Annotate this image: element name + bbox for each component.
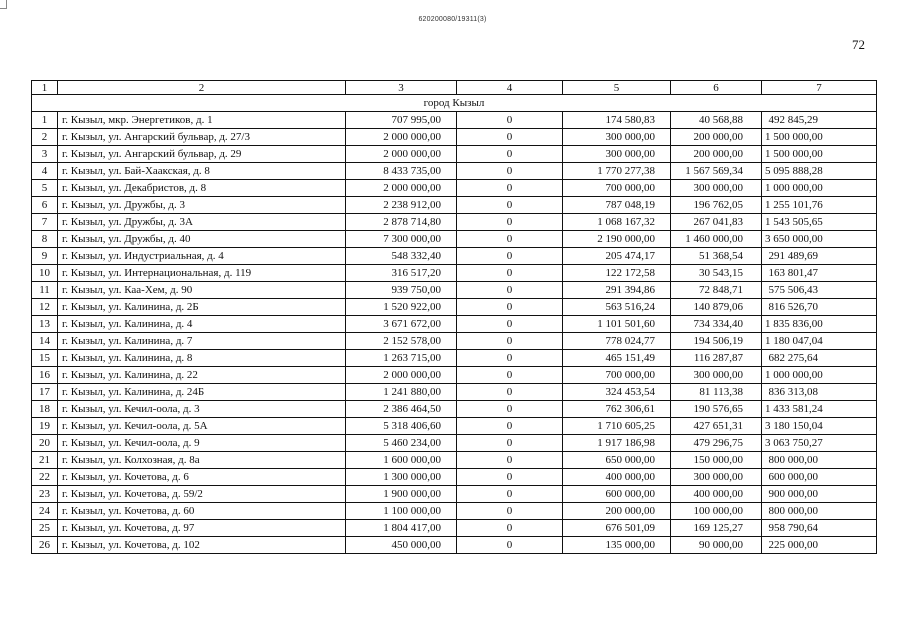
address-cell: г. Кызыл, ул. Кочетова, д. 97 <box>58 520 346 537</box>
col6-value: 1 460 000,00 <box>671 231 762 248</box>
col6-value: 300 000,00 <box>671 180 762 197</box>
address-cell: г. Кызыл, ул. Кочетова, д. 102 <box>58 537 346 554</box>
row-number: 18 <box>32 401 58 418</box>
row-number: 26 <box>32 537 58 554</box>
col4-value: 0 <box>457 163 563 180</box>
address-cell: г. Кызыл, ул. Декабристов, д. 8 <box>58 180 346 197</box>
document-code: 620200080/19311(3) <box>418 16 487 23</box>
col6-value: 427 651,31 <box>671 418 762 435</box>
col5-value: 300 000,00 <box>563 146 671 163</box>
col7-value: 682 275,64 <box>762 350 877 367</box>
row-number: 15 <box>32 350 58 367</box>
table-row <box>32 401 877 418</box>
row-number: 20 <box>32 435 58 452</box>
table-row <box>32 435 877 452</box>
col5-value: 174 580,83 <box>563 112 671 129</box>
row-number: 1 <box>32 112 58 129</box>
table-row <box>32 265 877 282</box>
address-cell: г. Кызыл, ул. Дружбы, д. 40 <box>58 231 346 248</box>
col4-value: 0 <box>457 537 563 554</box>
col6-value: 1 567 569,34 <box>671 163 762 180</box>
col3-value: 5 318 406,60 <box>346 418 457 435</box>
address-cell: г. Кызыл, ул. Дружбы, д. 3 <box>58 197 346 214</box>
table-row <box>32 418 877 435</box>
col6-value: 81 113,38 <box>671 384 762 401</box>
col7-value: 836 313,08 <box>762 384 877 401</box>
col3-value: 2 000 000,00 <box>346 180 457 197</box>
col5-value: 400 000,00 <box>563 469 671 486</box>
col3-value: 2 000 000,00 <box>346 146 457 163</box>
col6-value: 300 000,00 <box>671 367 762 384</box>
table-row <box>32 469 877 486</box>
scan-corner-mark <box>0 0 7 9</box>
address-cell: г. Кызыл, ул. Калинина, д. 2Б <box>58 299 346 316</box>
col7-value: 492 845,29 <box>762 112 877 129</box>
col6-value: 267 041,83 <box>671 214 762 231</box>
col3-value: 2 152 578,00 <box>346 333 457 350</box>
col5-value: 2 190 000,00 <box>563 231 671 248</box>
col4-value: 0 <box>457 265 563 282</box>
row-number: 2 <box>32 129 58 146</box>
col5-value: 291 394,86 <box>563 282 671 299</box>
section-row <box>32 95 877 112</box>
row-number: 13 <box>32 316 58 333</box>
col3-value: 1 263 715,00 <box>346 350 457 367</box>
address-cell: г. Кызыл, ул. Кочетова, д. 60 <box>58 503 346 520</box>
table-row <box>32 197 877 214</box>
col7-value: 575 506,43 <box>762 282 877 299</box>
col6-value: 140 879,06 <box>671 299 762 316</box>
col5-value: 563 516,24 <box>563 299 671 316</box>
col5-value: 205 474,17 <box>563 248 671 265</box>
row-number: 8 <box>32 231 58 248</box>
col6-value: 169 125,27 <box>671 520 762 537</box>
table-row <box>32 231 877 248</box>
table-row <box>32 367 877 384</box>
col7-value: 3 063 750,27 <box>762 435 877 452</box>
row-number: 6 <box>32 197 58 214</box>
col6-value: 190 576,65 <box>671 401 762 418</box>
col5-value: 135 000,00 <box>563 537 671 554</box>
col6-value: 51 368,54 <box>671 248 762 265</box>
col7-value: 1 500 000,00 <box>762 146 877 163</box>
col4-value: 0 <box>457 435 563 452</box>
col6-value: 200 000,00 <box>671 146 762 163</box>
col7-value: 3 180 150,04 <box>762 418 877 435</box>
col7-value: 900 000,00 <box>762 486 877 503</box>
col7-value: 958 790,64 <box>762 520 877 537</box>
col4-value: 0 <box>457 197 563 214</box>
col4-value: 0 <box>457 129 563 146</box>
address-cell: г. Кызыл, ул. Ангарский бульвар, д. 27/3 <box>58 129 346 146</box>
col5-value: 676 501,09 <box>563 520 671 537</box>
table-row <box>32 112 877 129</box>
table-row <box>32 503 877 520</box>
address-cell: г. Кызыл, мкр. Энергетиков, д. 1 <box>58 112 346 129</box>
col4-value: 0 <box>457 384 563 401</box>
address-cell: г. Кызыл, ул. Калинина, д. 22 <box>58 367 346 384</box>
col3-value: 2 878 714,80 <box>346 214 457 231</box>
col7-value: 800 000,00 <box>762 452 877 469</box>
col3-value: 450 000,00 <box>346 537 457 554</box>
table-row <box>32 180 877 197</box>
col5-value: 787 048,19 <box>563 197 671 214</box>
col3-value: 939 750,00 <box>346 282 457 299</box>
table-row <box>32 537 877 554</box>
col7-value: 1 000 000,00 <box>762 180 877 197</box>
table-row <box>32 333 877 350</box>
row-number: 11 <box>32 282 58 299</box>
col3-value: 1 100 000,00 <box>346 503 457 520</box>
col4-value: 0 <box>457 333 563 350</box>
col4-value: 0 <box>457 520 563 537</box>
col5-value: 324 453,54 <box>563 384 671 401</box>
address-cell: г. Кызыл, ул. Каа-Хем, д. 90 <box>58 282 346 299</box>
col6-value: 479 296,75 <box>671 435 762 452</box>
col5-value: 1 917 186,98 <box>563 435 671 452</box>
col3-value: 1 300 000,00 <box>346 469 457 486</box>
col7-value: 1 180 047,04 <box>762 333 877 350</box>
col3-value: 1 520 922,00 <box>346 299 457 316</box>
col6-value: 734 334,40 <box>671 316 762 333</box>
col5-value: 1 770 277,38 <box>563 163 671 180</box>
col4-value: 0 <box>457 180 563 197</box>
col7-value: 5 095 888,28 <box>762 163 877 180</box>
col4-value: 0 <box>457 469 563 486</box>
header-cell: 2 <box>58 81 346 95</box>
col7-value: 163 801,47 <box>762 265 877 282</box>
address-cell: г. Кызыл, ул. Интернациональная, д. 119 <box>58 265 346 282</box>
row-number: 10 <box>32 265 58 282</box>
table-row <box>32 214 877 231</box>
table-row <box>32 316 877 333</box>
page-number: 72 <box>852 37 865 52</box>
col4-value: 0 <box>457 452 563 469</box>
table-row <box>32 350 877 367</box>
row-number: 7 <box>32 214 58 231</box>
col5-value: 1 101 501,60 <box>563 316 671 333</box>
col3-value: 2 000 000,00 <box>346 129 457 146</box>
col5-value: 700 000,00 <box>563 180 671 197</box>
col7-value: 1 000 000,00 <box>762 367 877 384</box>
row-number: 17 <box>32 384 58 401</box>
col4-value: 0 <box>457 486 563 503</box>
address-cell: г. Кызыл, ул. Кечил-оола, д. 5А <box>58 418 346 435</box>
address-cell: г. Кызыл, ул. Дружбы, д. 3А <box>58 214 346 231</box>
col4-value: 0 <box>457 503 563 520</box>
col7-value: 291 489,69 <box>762 248 877 265</box>
table-row <box>32 129 877 146</box>
col7-value: 600 000,00 <box>762 469 877 486</box>
header-cell: 4 <box>457 81 563 95</box>
col5-value: 700 000,00 <box>563 367 671 384</box>
row-number: 25 <box>32 520 58 537</box>
address-cell: г. Кызыл, ул. Ангарский бульвар, д. 29 <box>58 146 346 163</box>
table-row <box>32 163 877 180</box>
col7-value: 1 433 581,24 <box>762 401 877 418</box>
col4-value: 0 <box>457 231 563 248</box>
col3-value: 1 241 880,00 <box>346 384 457 401</box>
table-header-row <box>32 81 877 95</box>
col3-value: 1 600 000,00 <box>346 452 457 469</box>
col3-value: 548 332,40 <box>346 248 457 265</box>
row-number: 12 <box>32 299 58 316</box>
row-number: 4 <box>32 163 58 180</box>
address-cell: г. Кызыл, ул. Калинина, д. 7 <box>58 333 346 350</box>
col3-value: 7 300 000,00 <box>346 231 457 248</box>
row-number: 16 <box>32 367 58 384</box>
col4-value: 0 <box>457 401 563 418</box>
col5-value: 1 710 605,25 <box>563 418 671 435</box>
col6-value: 116 287,87 <box>671 350 762 367</box>
col7-value: 225 000,00 <box>762 537 877 554</box>
row-number: 21 <box>32 452 58 469</box>
col3-value: 5 460 234,00 <box>346 435 457 452</box>
row-number: 9 <box>32 248 58 265</box>
address-cell: г. Кызыл, ул. Кечил-оола, д. 9 <box>58 435 346 452</box>
col4-value: 0 <box>457 316 563 333</box>
col4-value: 0 <box>457 282 563 299</box>
header-cell: 7 <box>762 81 877 95</box>
table-row <box>32 520 877 537</box>
col3-value: 8 433 735,00 <box>346 163 457 180</box>
address-cell: г. Кызыл, ул. Индустриальная, д. 4 <box>58 248 346 265</box>
table-row <box>32 146 877 163</box>
col7-value: 3 650 000,00 <box>762 231 877 248</box>
header-cell: 6 <box>671 81 762 95</box>
address-cell: г. Кызыл, ул. Калинина, д. 24Б <box>58 384 346 401</box>
col7-value: 1 543 505,65 <box>762 214 877 231</box>
row-number: 3 <box>32 146 58 163</box>
row-number: 14 <box>32 333 58 350</box>
address-cell: г. Кызыл, ул. Кечил-оола, д. 3 <box>58 401 346 418</box>
col4-value: 0 <box>457 112 563 129</box>
col3-value: 3 671 672,00 <box>346 316 457 333</box>
col3-value: 1 804 417,00 <box>346 520 457 537</box>
address-cell: г. Кызыл, ул. Калинина, д. 4 <box>58 316 346 333</box>
col5-value: 1 068 167,32 <box>563 214 671 231</box>
col6-value: 30 543,15 <box>671 265 762 282</box>
table-row <box>32 384 877 401</box>
row-number: 22 <box>32 469 58 486</box>
col7-value: 800 000,00 <box>762 503 877 520</box>
address-cell: г. Кызыл, ул. Кочетова, д. 59/2 <box>58 486 346 503</box>
col5-value: 465 151,49 <box>563 350 671 367</box>
header-cell: 5 <box>563 81 671 95</box>
col5-value: 650 000,00 <box>563 452 671 469</box>
table-row <box>32 282 877 299</box>
col4-value: 0 <box>457 367 563 384</box>
col3-value: 316 517,20 <box>346 265 457 282</box>
col3-value: 1 900 000,00 <box>346 486 457 503</box>
col5-value: 778 024,77 <box>563 333 671 350</box>
col4-value: 0 <box>457 146 563 163</box>
header-cell: 3 <box>346 81 457 95</box>
address-cell: г. Кызыл, ул. Калинина, д. 8 <box>58 350 346 367</box>
col6-value: 40 568,88 <box>671 112 762 129</box>
col6-value: 400 000,00 <box>671 486 762 503</box>
table-row <box>32 248 877 265</box>
col7-value: 1 835 836,00 <box>762 316 877 333</box>
col7-value: 816 526,70 <box>762 299 877 316</box>
col6-value: 90 000,00 <box>671 537 762 554</box>
col6-value: 194 506,19 <box>671 333 762 350</box>
col5-value: 200 000,00 <box>563 503 671 520</box>
header-cell: 1 <box>32 81 58 95</box>
col3-value: 2 000 000,00 <box>346 367 457 384</box>
col4-value: 0 <box>457 299 563 316</box>
col6-value: 200 000,00 <box>671 129 762 146</box>
row-number: 23 <box>32 486 58 503</box>
col5-value: 762 306,61 <box>563 401 671 418</box>
table-row <box>32 486 877 503</box>
col7-value: 1 500 000,00 <box>762 129 877 146</box>
address-cell: г. Кызыл, ул. Колхозная, д. 8а <box>58 452 346 469</box>
row-number: 24 <box>32 503 58 520</box>
address-cell: г. Кызыл, ул. Кочетова, д. 6 <box>58 469 346 486</box>
col4-value: 0 <box>457 418 563 435</box>
col4-value: 0 <box>457 214 563 231</box>
col6-value: 300 000,00 <box>671 469 762 486</box>
col6-value: 150 000,00 <box>671 452 762 469</box>
row-number: 19 <box>32 418 58 435</box>
col7-value: 1 255 101,76 <box>762 197 877 214</box>
col4-value: 0 <box>457 248 563 265</box>
address-cell: г. Кызыл, ул. Бай-Хаакская, д. 8 <box>58 163 346 180</box>
col3-value: 2 386 464,50 <box>346 401 457 418</box>
col5-value: 300 000,00 <box>563 129 671 146</box>
col6-value: 72 848,71 <box>671 282 762 299</box>
col3-value: 707 995,00 <box>346 112 457 129</box>
col5-value: 122 172,58 <box>563 265 671 282</box>
data-table <box>31 80 877 554</box>
section-title: город Кызыл <box>32 95 877 112</box>
col6-value: 196 762,05 <box>671 197 762 214</box>
table-row <box>32 299 877 316</box>
row-number: 5 <box>32 180 58 197</box>
col3-value: 2 238 912,00 <box>346 197 457 214</box>
col4-value: 0 <box>457 350 563 367</box>
table-row <box>32 452 877 469</box>
col6-value: 100 000,00 <box>671 503 762 520</box>
col5-value: 600 000,00 <box>563 486 671 503</box>
